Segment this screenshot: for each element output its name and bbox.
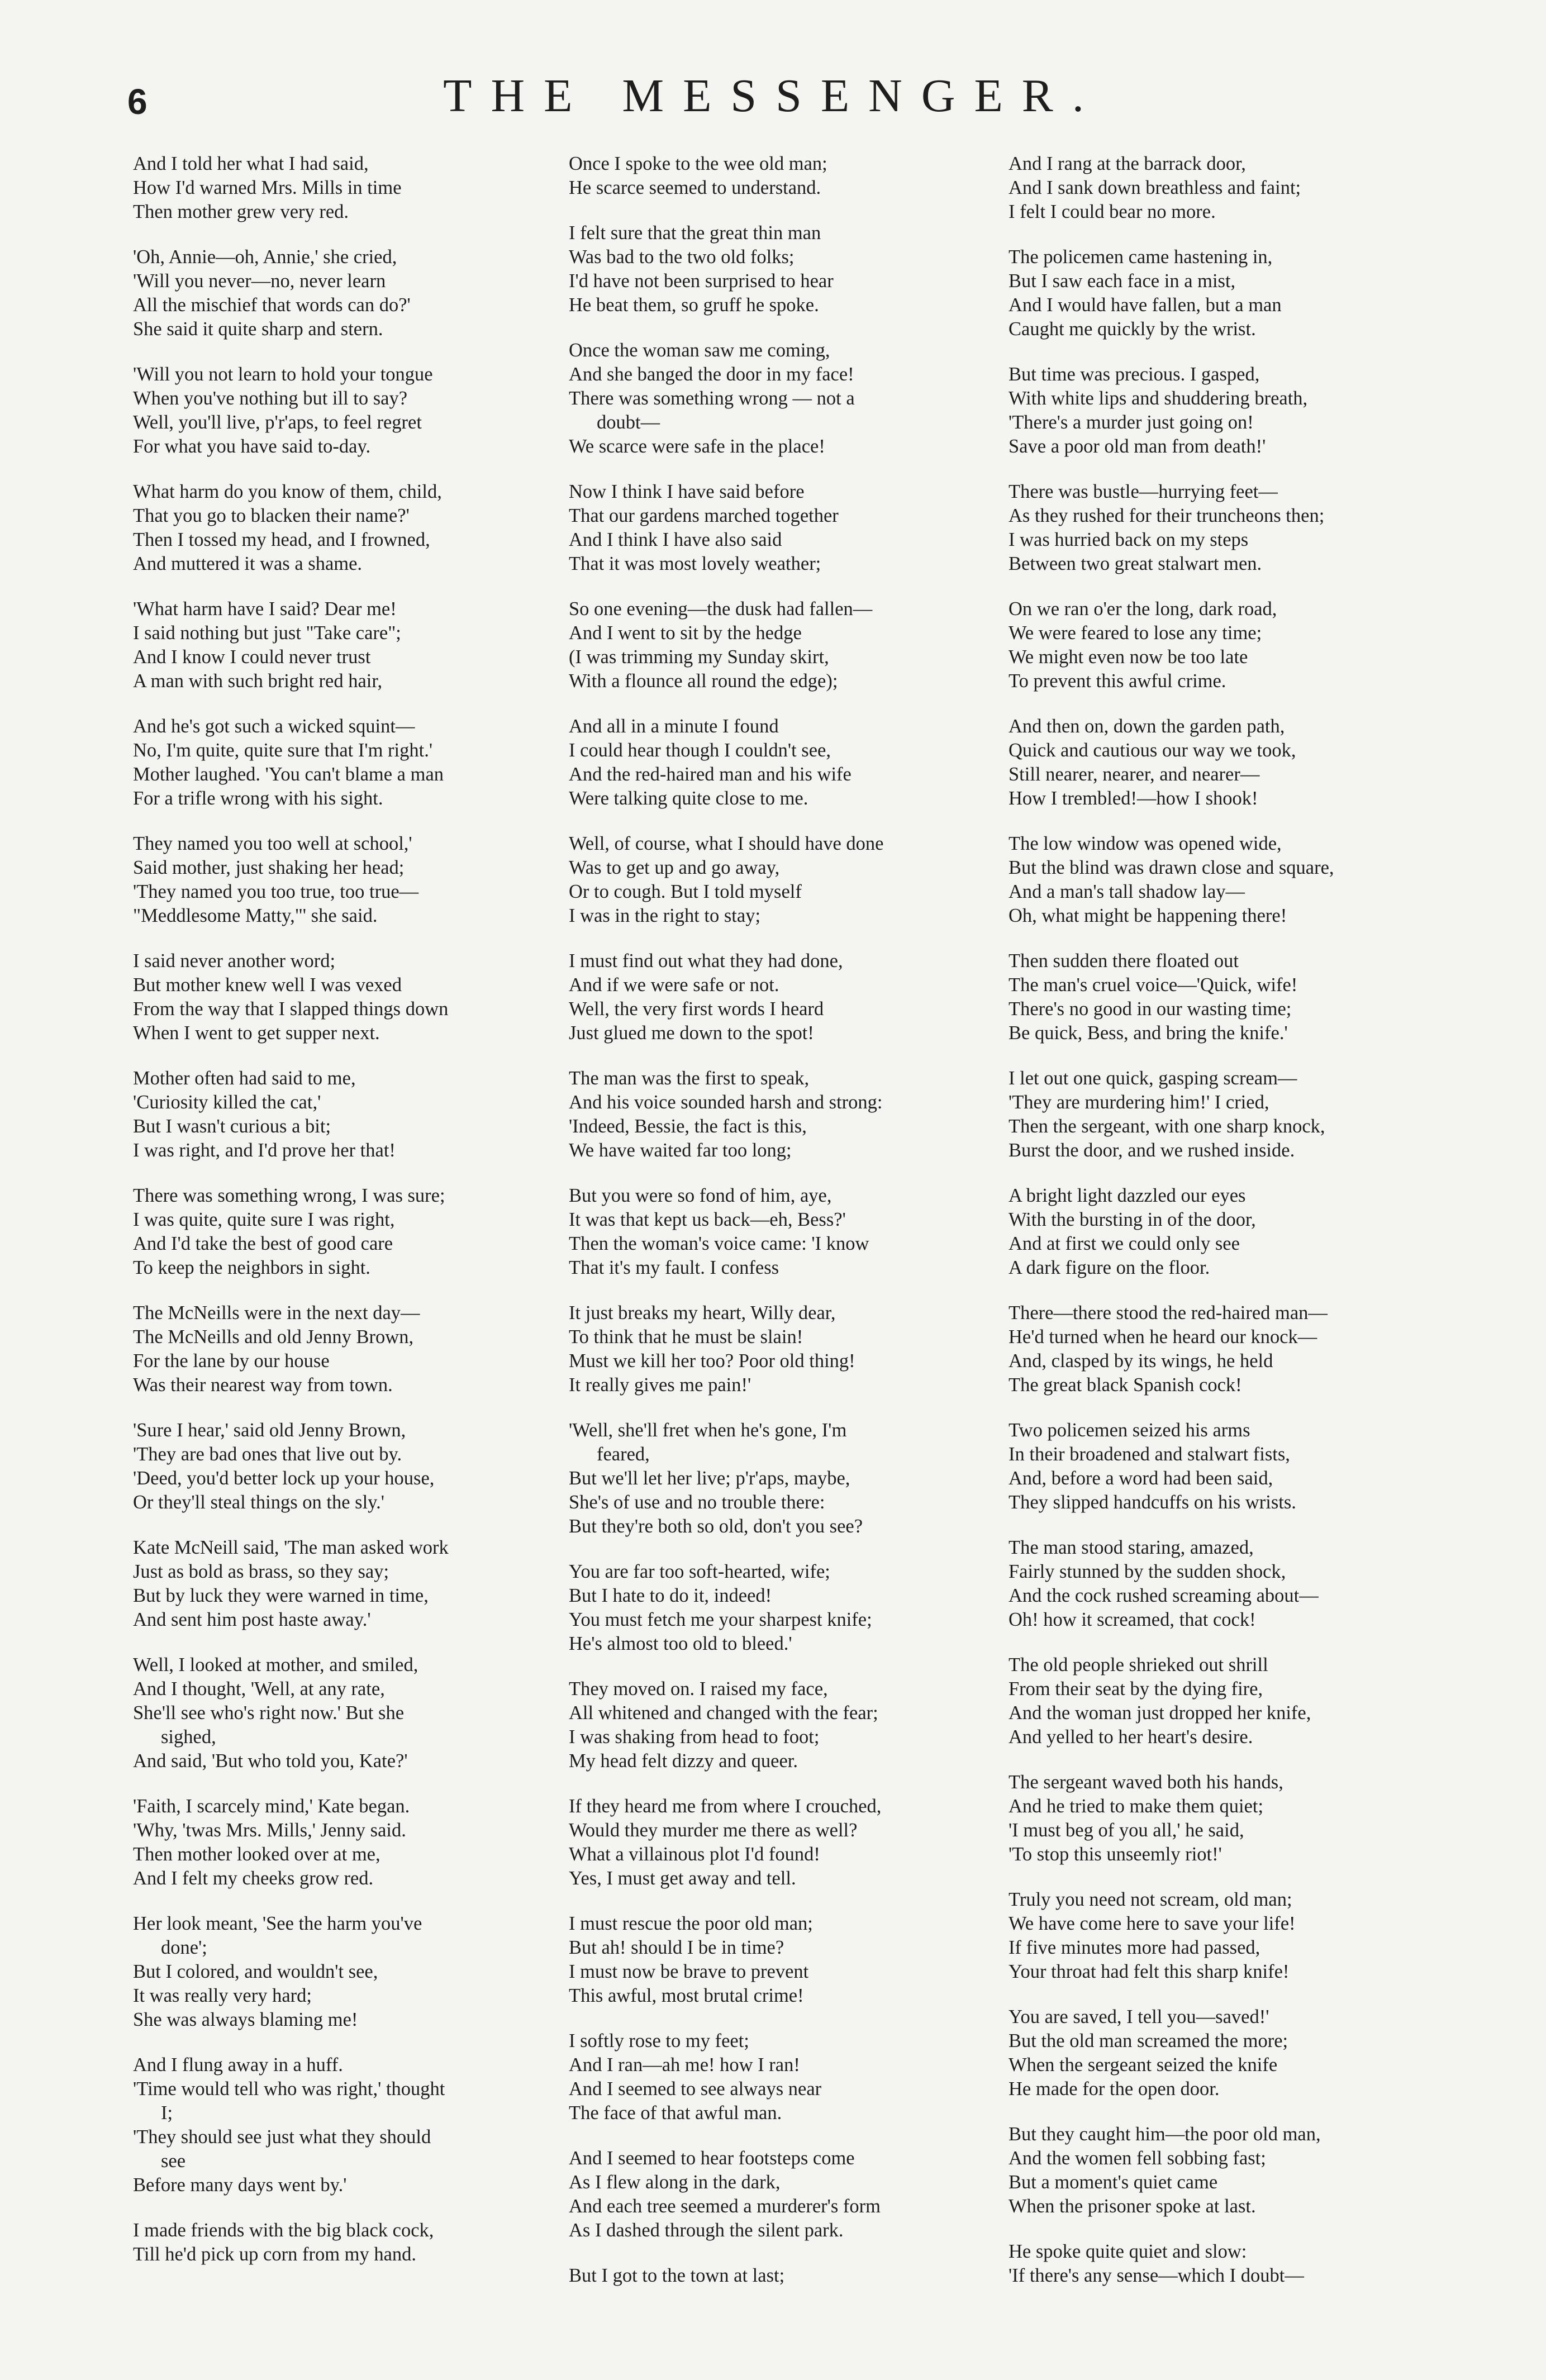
stanza: [569, 152, 1016, 200]
poem-line: But I hate to do it, indeed!: [569, 1585, 772, 1606]
poem-line: That it's my fault. I confess: [569, 1257, 779, 1278]
stanza: [133, 1301, 580, 1397]
poem-line: What a villainous plot I'd found!: [569, 1844, 820, 1865]
stanza: [1009, 2240, 1455, 2288]
poem-line: 'Will you not learn to hold your tongue: [133, 364, 433, 385]
poem-line: I'd have not been surprised to hear: [569, 270, 834, 292]
poem-line: And I sank down breathless and faint;: [1009, 177, 1301, 198]
poem-line: Yes, I must get away and tell.: [569, 1868, 796, 1889]
poem-line: And said, 'But who told you, Kate?': [133, 1750, 408, 1772]
stanza: [569, 221, 1016, 317]
poem-line: And he's got such a wicked squint—: [133, 716, 415, 737]
poem-line: He's almost too old to bleed.': [569, 1633, 792, 1654]
stanza: [569, 2264, 1016, 2288]
poem-line: The policemen came hastening in,: [1009, 246, 1273, 268]
poem-line: Still nearer, nearer, and nearer—: [1009, 764, 1260, 785]
poem-line: And then on, down the garden path,: [1009, 716, 1285, 737]
poem-line: 'What harm have I said? Dear me!: [133, 598, 397, 620]
stanza: [1009, 1301, 1455, 1397]
poem-line: 'Will you never—no, never learn: [133, 270, 386, 292]
poem-line: Well, I looked at mother, and smiled,: [133, 1654, 418, 1675]
poem-line: But ah! should I be in time?: [569, 1937, 784, 1958]
poem-line: That you go to blacken their name?': [133, 505, 410, 526]
poem-line: Said mother, just shaking her head;: [133, 857, 405, 878]
poem-line: I was quite, quite sure I was right,: [133, 1209, 395, 1230]
stanza: [569, 1184, 1016, 1280]
stanza: [569, 832, 1016, 928]
poem-line: And a man's tall shadow lay—: [1009, 881, 1245, 902]
poem-line: sighed,: [161, 1726, 216, 1748]
poem-line: But the old man screamed the more;: [1009, 2030, 1288, 2051]
stanza: [133, 1067, 580, 1163]
poem-line: But a moment's quiet came: [1009, 2172, 1218, 2193]
poem-line: But they're both so old, don't you see?: [569, 1516, 863, 1537]
stanza: [1009, 1067, 1455, 1163]
poem-line: The low window was opened wide,: [1009, 833, 1282, 854]
poem-line: The old people shrieked out shrill: [1009, 1654, 1268, 1675]
stanza: [1009, 1419, 1455, 1515]
poem-line: And I'd take the best of good care: [133, 1233, 393, 1254]
stanza: [1009, 363, 1455, 459]
poem-line: And the woman just dropped her knife,: [1009, 1702, 1311, 1724]
poem-line: A dark figure on the floor.: [1009, 1257, 1210, 1278]
stanza: [133, 832, 580, 928]
poem-line: With a flounce all round the edge);: [569, 670, 838, 692]
poem-line: My head felt dizzy and queer.: [569, 1750, 798, 1772]
poem-line: She was always blaming me!: [133, 2009, 358, 2030]
poem-column-3: [1009, 152, 1455, 2309]
poem-line: I was hurried back on my steps: [1009, 529, 1249, 550]
poem-line: The sergeant waved both his hands,: [1009, 1772, 1283, 1793]
poem-line: When the prisoner spoke at last.: [1009, 2196, 1256, 2217]
poem-line: You are far too soft-hearted, wife;: [569, 1561, 830, 1582]
poem-line: And I rang at the barrack door,: [1009, 153, 1246, 174]
poem-line: And she banged the door in my face!: [569, 364, 854, 385]
poem-line: Between two great stalwart men.: [1009, 553, 1262, 574]
poem-line: Was to get up and go away,: [569, 857, 780, 878]
stanza: [133, 715, 580, 811]
poem-line: But I saw each face in a mist,: [1009, 270, 1236, 292]
poem-line: But I got to the town at last;: [569, 2265, 785, 2286]
poem-line: The man's cruel voice—'Quick, wife!: [1009, 974, 1298, 996]
poem-line: Her look meant, 'See the harm you've: [133, 1913, 422, 1934]
page-number: 6: [127, 82, 148, 122]
stanza: [1009, 1653, 1455, 1749]
poem-line: She said it quite sharp and stern.: [133, 318, 383, 340]
poem-line: As I flew along in the dark,: [569, 2172, 781, 2193]
poem-line: But mother knew well I was vexed: [133, 974, 402, 996]
poem-line: 'If there's any sense—which I doubt—: [1009, 2265, 1304, 2286]
poem-line: And sent him post haste away.': [133, 1609, 371, 1630]
poem-line: There's no good in our wasting time;: [1009, 998, 1292, 1020]
poem-line: 'They should see just what they should: [133, 2126, 431, 2148]
poem-line: That our gardens marched together: [569, 505, 839, 526]
stanza: [1009, 715, 1455, 811]
poem-line: I said never another word;: [133, 950, 336, 972]
poem-line: It was that kept us back—eh, Bess?': [569, 1209, 846, 1230]
poem-line: We have come here to save your life!: [1009, 1913, 1296, 1934]
poem-line: How I'd warned Mrs. Mills in time: [133, 177, 402, 198]
poem-line: He scarce seemed to understand.: [569, 177, 821, 198]
poem-line: To prevent this awful crime.: [1009, 670, 1226, 692]
stanza: [133, 152, 580, 224]
poem-line: I felt sure that the great thin man: [569, 222, 821, 244]
stanza: [133, 1794, 580, 1891]
poem-line: I;: [161, 2102, 173, 2124]
poem-line: But I wasn't curious a bit;: [133, 1116, 331, 1137]
poem-line: For the lane by our house: [133, 1350, 330, 1372]
stanza: [133, 949, 580, 1045]
poem-line: 'They are bad ones that live out by.: [133, 1444, 402, 1465]
poem-line: And the women fell sobbing fast;: [1009, 2148, 1266, 2169]
poem-column-1: [133, 152, 580, 2288]
poem-line: And I flung away in a huff.: [133, 2054, 343, 2076]
stanza: [1009, 245, 1455, 341]
poem-line: 'Well, she'll fret when he's gone, I'm: [569, 1420, 847, 1441]
poem-line: They named you too well at school,': [133, 833, 412, 854]
poem-line: Before many days went by.': [133, 2174, 347, 2196]
poem-line: It just breaks my heart, Willy dear,: [569, 1302, 836, 1324]
poem-line: Was bad to the two old folks;: [569, 246, 795, 268]
poem-line: And at first we could only see: [1009, 1233, 1240, 1254]
stanza: [1009, 480, 1455, 576]
poem-line: Once I spoke to the wee old man;: [569, 153, 827, 174]
poem-line: (I was trimming my Sunday skirt,: [569, 646, 829, 668]
poem-line: I was shaking from head to foot;: [569, 1726, 820, 1748]
poem-line: He'd turned when he heard our knock—: [1009, 1326, 1317, 1348]
poem-line: 'Curiosity killed the cat,': [133, 1092, 321, 1113]
poem-line: The man stood staring, amazed,: [1009, 1537, 1254, 1558]
poem-line: And yelled to her heart's desire.: [1009, 1726, 1253, 1748]
stanza: [569, 1560, 1016, 1656]
stanza: [569, 1067, 1016, 1163]
poem-line: It was really very hard;: [133, 1985, 312, 2006]
stanza: [133, 1184, 580, 1280]
stanza: [569, 949, 1016, 1045]
poem-line: When the sergeant seized the knife: [1009, 2054, 1278, 2076]
poem-line: And I seemed to hear footsteps come: [569, 2148, 855, 2169]
poem-line: And I thought, 'Well, at any rate,: [133, 1678, 385, 1700]
poem-line: There was something wrong, I was sure;: [133, 1185, 445, 1206]
poem-line: For what you have said to-day.: [133, 436, 371, 457]
poem-line: And all in a minute I found: [569, 716, 779, 737]
stanza: [569, 480, 1016, 576]
poem-line: And muttered it was a shame.: [133, 553, 363, 574]
poem-line: The face of that awful man.: [569, 2102, 782, 2124]
poem-line: We were feared to lose any time;: [1009, 622, 1262, 644]
poem-line: There—there stood the red-haired man—: [1009, 1302, 1328, 1324]
stanza: [569, 339, 1016, 459]
poem-line: I felt I could bear no more.: [1009, 201, 1216, 222]
stanza: [569, 1677, 1016, 1773]
poem-line: We scarce were safe in the place!: [569, 436, 825, 457]
poem-line: The man was the first to speak,: [569, 1068, 810, 1089]
stanza: [133, 1912, 580, 2032]
stanza: [133, 597, 580, 693]
poem-line: But we'll let her live; p'r'aps, maybe,: [569, 1468, 850, 1489]
poem-line: 'To stop this unseemly riot!': [1009, 1844, 1222, 1865]
poem-line: With white lips and shuddering breath,: [1009, 388, 1308, 409]
poem-line: 'Indeed, Bessie, the fact is this,: [569, 1116, 807, 1137]
poem-line: To keep the neighbors in sight.: [133, 1257, 370, 1278]
poem-line: Mother often had said to me,: [133, 1068, 356, 1089]
poem-line: From the way that I slapped things down: [133, 998, 449, 1020]
stanza: [569, 2146, 1016, 2243]
poem-column-2: [569, 152, 1016, 2309]
poem-line: But you were so fond of him, aye,: [569, 1185, 832, 1206]
page-header: [0, 70, 1546, 145]
masthead-title: THE MESSENGER.: [443, 70, 1103, 122]
poem-line: So one evening—the dusk had fallen—: [569, 598, 873, 620]
stanza: [569, 2029, 1016, 2125]
poem-line: Were talking quite close to me.: [569, 788, 808, 809]
poem-line: From their seat by the dying fire,: [1009, 1678, 1263, 1700]
poem-line: Burst the door, and we rushed inside.: [1009, 1140, 1295, 1161]
poem-line: But the blind was drawn close and square,: [1009, 857, 1334, 878]
poem-line: 'Sure I hear,' said old Jenny Brown,: [133, 1420, 406, 1441]
poem-line: And I seemed to see always near: [569, 2078, 822, 2100]
poem-line: How I trembled!—how I shook!: [1009, 788, 1258, 809]
poem-line: She's of use and no trouble there:: [569, 1492, 825, 1513]
poem-line: When I went to get supper next.: [133, 1022, 380, 1044]
poem-line: He spoke quite quiet and slow:: [1009, 2241, 1247, 2262]
poem-line: Well, of course, what I should have done: [569, 833, 884, 854]
poem-line: Or they'll steal things on the sly.': [133, 1492, 385, 1513]
poem-line: Then the woman's voice came: 'I know: [569, 1233, 869, 1254]
stanza: [569, 715, 1016, 811]
stanza: [133, 2053, 580, 2197]
poem-line: And I felt my cheeks grow red.: [133, 1868, 374, 1889]
poem-line: I softly rose to my feet;: [569, 2030, 749, 2051]
stanza: [569, 1794, 1016, 1891]
poem-line: Till he'd pick up corn from my hand.: [133, 2244, 417, 2265]
poem-line: Well, you'll live, p'r'aps, to feel regret: [133, 412, 422, 433]
poem-line: "Meddlesome Matty,"' she said.: [133, 905, 378, 926]
poem-line: see: [161, 2150, 186, 2172]
poem-line: That it was most lovely weather;: [569, 553, 821, 574]
poem-line: And I told her what I had said,: [133, 153, 369, 174]
poem-line: And he tried to make them quiet;: [1009, 1796, 1264, 1817]
poem-line: Then the sergeant, with one sharp knock,: [1009, 1116, 1325, 1137]
poem-line: And each tree seemed a murderer's form: [569, 2196, 881, 2217]
poem-line: doubt—: [597, 412, 660, 433]
poem-line: Fairly stunned by the sudden shock,: [1009, 1561, 1286, 1582]
stanza: [1009, 832, 1455, 928]
poem-line: In their broadened and stalwart fists,: [1009, 1444, 1290, 1465]
stanza: [133, 1536, 580, 1632]
poem-line: And his voice sounded harsh and strong:: [569, 1092, 883, 1113]
poem-line: Kate McNeill said, 'The man asked work: [133, 1537, 449, 1558]
poem-line: I said nothing but just "Take care";: [133, 622, 401, 644]
poem-line: When you've nothing but ill to say?: [133, 388, 408, 409]
poem-line: I must now be brave to prevent: [569, 1961, 809, 1982]
poem-line: 'I must beg of you all,' he said,: [1009, 1820, 1244, 1841]
poem-line: You are saved, I tell you—saved!': [1009, 2006, 1269, 2027]
stanza: [1009, 1770, 1455, 1867]
poem-line: Then sudden there floated out: [1009, 950, 1239, 972]
poem-line: Once the woman saw me coming,: [569, 340, 830, 361]
poem-line: She'll see who's right now.' But she: [133, 1702, 405, 1724]
poem-line: What harm do you know of them, child,: [133, 481, 442, 502]
poem-line: Mother laughed. 'You can't blame a man: [133, 764, 444, 785]
stanza: [569, 1419, 1016, 1539]
poem-line: There was bustle—hurrying feet—: [1009, 481, 1278, 502]
stanza: [1009, 1888, 1455, 1984]
poem-line: Oh! how it screamed, that cock!: [1009, 1609, 1256, 1630]
poem-line: But time was precious. I gasped,: [1009, 364, 1260, 385]
stanza: [1009, 152, 1455, 224]
poem-line: And, before a word had been said,: [1009, 1468, 1273, 1489]
poem-line: And, clasped by its wings, he held: [1009, 1350, 1273, 1372]
poem-line: And I went to sit by the hedge: [569, 622, 802, 644]
poem-line: And I ran—ah me! how I ran!: [569, 2054, 800, 2076]
poem-line: We might even now be too late: [1009, 646, 1248, 668]
stanza: [569, 1301, 1016, 1397]
poem-line: 'Oh, Annie—oh, Annie,' she cried,: [133, 246, 397, 268]
poem-line: feared,: [597, 1444, 650, 1465]
poem-line: They moved on. I raised my face,: [569, 1678, 828, 1700]
poem-line: If five minutes more had passed,: [1009, 1937, 1260, 1958]
poem-line: It really gives me pain!': [569, 1374, 751, 1396]
poem-line: 'Why, 'twas Mrs. Mills,' Jenny said.: [133, 1820, 406, 1841]
poem-line: Oh, what might be happening there!: [1009, 905, 1287, 926]
poem-line: 'Faith, I scarcely mind,' Kate began.: [133, 1796, 410, 1817]
poem-line: Then I tossed my head, and I frowned,: [133, 529, 430, 550]
stanza: [1009, 1536, 1455, 1632]
poem-line: On we ran o'er the long, dark road,: [1009, 598, 1277, 620]
poem-line: This awful, most brutal crime!: [569, 1985, 804, 2006]
stanza: [133, 1419, 580, 1515]
poem-line: You must fetch me your sharpest knife;: [569, 1609, 872, 1630]
poem-line: If they heard me from where I crouched,: [569, 1796, 882, 1817]
poem-line: And the red-haired man and his wife: [569, 764, 852, 785]
poem-line: done';: [161, 1937, 207, 1958]
poem-line: And if we were safe or not.: [569, 974, 779, 996]
poem-line: I must rescue the poor old man;: [569, 1913, 813, 1934]
poem-line: I must find out what they had done,: [569, 950, 843, 972]
poem-line: He made for the open door.: [1009, 2078, 1220, 2100]
stanza: [569, 597, 1016, 693]
poem-line: And I think I have also said: [569, 529, 782, 550]
poem-line: And the cock rushed screaming about—: [1009, 1585, 1319, 1606]
stanza: [133, 245, 580, 341]
poem-line: Your throat had felt this sharp knife!: [1009, 1961, 1290, 1982]
poem-line: I made friends with the big black cock,: [133, 2220, 434, 2241]
poem-line: Just as bold as brass, so they say;: [133, 1561, 389, 1582]
stanza: [1009, 1184, 1455, 1280]
poem-line: As I dashed through the silent park.: [569, 2220, 844, 2241]
poem-line: I let out one quick, gasping scream—: [1009, 1068, 1297, 1089]
poem-line: The McNeills and old Jenny Brown,: [133, 1326, 414, 1348]
poem-line: 'Deed, you'd better lock up your house,: [133, 1468, 435, 1489]
poem-line: Would they murder me there as well?: [569, 1820, 858, 1841]
poem-line: And I would have fallen, but a man: [1009, 294, 1282, 316]
stanza: [569, 1912, 1016, 2008]
poem-line: Well, the very first words I heard: [569, 998, 824, 1020]
stanza: [1009, 597, 1455, 693]
poem-line: All whitened and changed with the fear;: [569, 1702, 878, 1724]
poem-line: 'Time would tell who was right,' thought: [133, 2078, 445, 2100]
stanza: [1009, 2122, 1455, 2219]
poem-line: 'They are murdering him!' I cried,: [1009, 1092, 1269, 1113]
poem-line: Save a poor old man from death!': [1009, 436, 1266, 457]
poem-line: 'There's a murder just going on!: [1009, 412, 1254, 433]
stanza: [133, 2219, 580, 2267]
stanza: [133, 1653, 580, 1773]
poem-line: Then mother grew very red.: [133, 201, 349, 222]
poem-line: All the mischief that words can do?': [133, 294, 411, 316]
poem-line: Must we kill her too? Poor old thing!: [569, 1350, 855, 1372]
poem-line: Caught me quickly by the wrist.: [1009, 318, 1256, 340]
stanza: [1009, 2005, 1455, 2101]
poem-line: The McNeills were in the next day—: [133, 1302, 420, 1324]
stanza: [1009, 949, 1455, 1045]
poem-line: A man with such bright red hair,: [133, 670, 383, 692]
poem-line: 'They named you too true, too true—: [133, 881, 419, 902]
poem-line: But they caught him—the poor old man,: [1009, 2124, 1321, 2145]
poem-line: But I colored, and wouldn't see,: [133, 1961, 378, 1982]
poem-line: The great black Spanish cock!: [1009, 1374, 1242, 1396]
poem-line: Then mother looked over at me,: [133, 1844, 380, 1865]
poem-line: Quick and cautious our way we took,: [1009, 740, 1296, 761]
poem-line: I could hear though I couldn't see,: [569, 740, 831, 761]
stanza: [133, 363, 580, 459]
poem-line: Or to cough. But I told myself: [569, 881, 802, 902]
poem-line: No, I'm quite, quite sure that I'm right.': [133, 740, 433, 761]
poem-line: And I know I could never trust: [133, 646, 371, 668]
poem-line: For a trifle wrong with his sight.: [133, 788, 383, 809]
poem-line: To think that he must be slain!: [569, 1326, 803, 1348]
poem-line: He beat them, so gruff he spoke.: [569, 294, 819, 316]
poem-line: With the bursting in of the door,: [1009, 1209, 1256, 1230]
poem-line: There was something wrong — not a: [569, 388, 855, 409]
poem-line: Just glued me down to the spot!: [569, 1022, 814, 1044]
poem-line: A bright light dazzled our eyes: [1009, 1185, 1246, 1206]
poem-line: Truly you need not scream, old man;: [1009, 1889, 1292, 1910]
stanza: [133, 480, 580, 576]
poem-line: Now I think I have said before: [569, 481, 805, 502]
poem-line: But by luck they were warned in time,: [133, 1585, 429, 1606]
poem-line: I was right, and I'd prove her that!: [133, 1140, 396, 1161]
poem-line: As they rushed for their truncheons then;: [1009, 505, 1325, 526]
poem-line: I was in the right to stay;: [569, 905, 761, 926]
poem-line: Was their nearest way from town.: [133, 1374, 393, 1396]
poem-line: Two policemen seized his arms: [1009, 1420, 1250, 1441]
poem-line: They slipped handcuffs on his wrists.: [1009, 1492, 1296, 1513]
poem-line: Be quick, Bess, and bring the knife.': [1009, 1022, 1288, 1044]
poem-line: We have waited far too long;: [569, 1140, 792, 1161]
